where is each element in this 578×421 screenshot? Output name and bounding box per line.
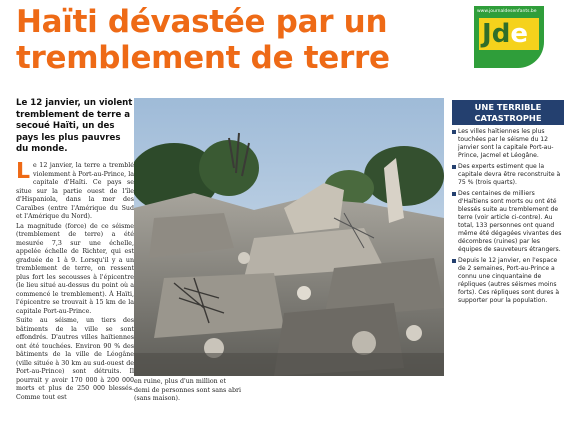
sidebar-item bbox=[452, 257, 564, 305]
body-paragraph bbox=[16, 162, 134, 222]
headline-line-1: Haïti dévastée par un bbox=[16, 4, 388, 40]
article-headline bbox=[16, 4, 456, 76]
logo-site-url: www.journaldesenfants.be bbox=[477, 9, 537, 14]
body-paragraph: La magnitude (force) de ce séisme (tremblement de terre) a été mesurée 7,3 sur une échelle, appelée échelle de Richter, qui est graduée de 1 à 9. Lorsqu'il y a un tremblement de terre, on ressent plus fort les secousses à l'épicentre (le lieu situé au-dessus du point où a commencé le tremblement). À Haïti, l'épicentre se trouvait à 15 km de la capitale Port-au-Prince. bbox=[16, 222, 134, 315]
bullet-icon bbox=[452, 259, 456, 263]
sidebar-item bbox=[452, 190, 564, 254]
bullet-icon bbox=[452, 192, 456, 196]
jde-logo bbox=[474, 6, 544, 68]
sidebar-item-text: Des experts estiment que la capitale devra être reconstruite à 75 % (trois quarts). bbox=[458, 163, 561, 186]
article-lead: Le 12 janvier, un violent tremblement de terre a secoué Haïti, un des pays les plus pauvres du monde. bbox=[16, 98, 133, 154]
logo-letter-d: d bbox=[491, 19, 511, 49]
sidebar-body bbox=[452, 125, 564, 305]
sidebar-title: UNE TERRIBLE CATASTROPHE bbox=[452, 100, 564, 125]
sidebar-item-text: Des centaines de milliers d'Haïtiens sont morts ou ont été blessés suite au tremblement de terre (voir article ci-contre). Au total, 133 personnes ont quand même été dégagées vivantes des décombres (ruines) par les équipes de sauveteurs étrangers. bbox=[458, 190, 562, 253]
sidebar-item bbox=[452, 128, 564, 160]
logo-letter-j: J bbox=[482, 19, 492, 49]
sidebar-item-text: Les villes haïtiennes les plus touchées par le séisme du 12 janvier sont la capitale Port-au-Prince, Jacmel et Léogâne. bbox=[458, 128, 554, 159]
bullet-icon bbox=[452, 130, 456, 134]
logo-letter-e: e bbox=[510, 19, 528, 49]
bullet-icon bbox=[452, 165, 456, 169]
article-body bbox=[16, 162, 134, 412]
logo-brand bbox=[479, 18, 539, 50]
sidebar-item-text: Depuis le 12 janvier, en l'espace de 2 semaines, Port-au-Prince a connu une cinquantaine de répliques (autres séismes moins forts). Ces répliques sont dures à supporter pour la population. bbox=[458, 257, 560, 304]
earthquake-rubble-photo bbox=[134, 98, 444, 376]
headline-line-2: tremblement de terre bbox=[16, 40, 390, 76]
body-paragraph: Suite au séisme, un tiers des bâtiments de la ville se sont effondrés. D'autres villes haïtiennes ont été touchées. Environ 90 % des bâtiments de la ville de Léogâne (ville située à 30 km au sud-ouest de Port-au-Prince) sont détruits. Il pourrait y avoir 170 000 à 200 000 morts et plus de 250 000 blessés. Comme tout est bbox=[16, 317, 134, 401]
drop-cap: L bbox=[16, 162, 31, 184]
body-paragraph-1-text: e 12 janvier, la terre a tremblé violemment à Port-au-Prince, la capitale d'Haïti. Ce pays se situe sur la partie ouest de l'île d'Hispaniola, dans la mer des Caraïbes (entre l'Amérique du Sud et l'Amérique du Nord). bbox=[16, 162, 134, 220]
sidebar-item bbox=[452, 163, 564, 187]
info-sidebar bbox=[452, 100, 564, 308]
article-body-continued: en ruine, plus d'un million et demi de personnes sont sans abri (sans maison). bbox=[134, 378, 242, 402]
